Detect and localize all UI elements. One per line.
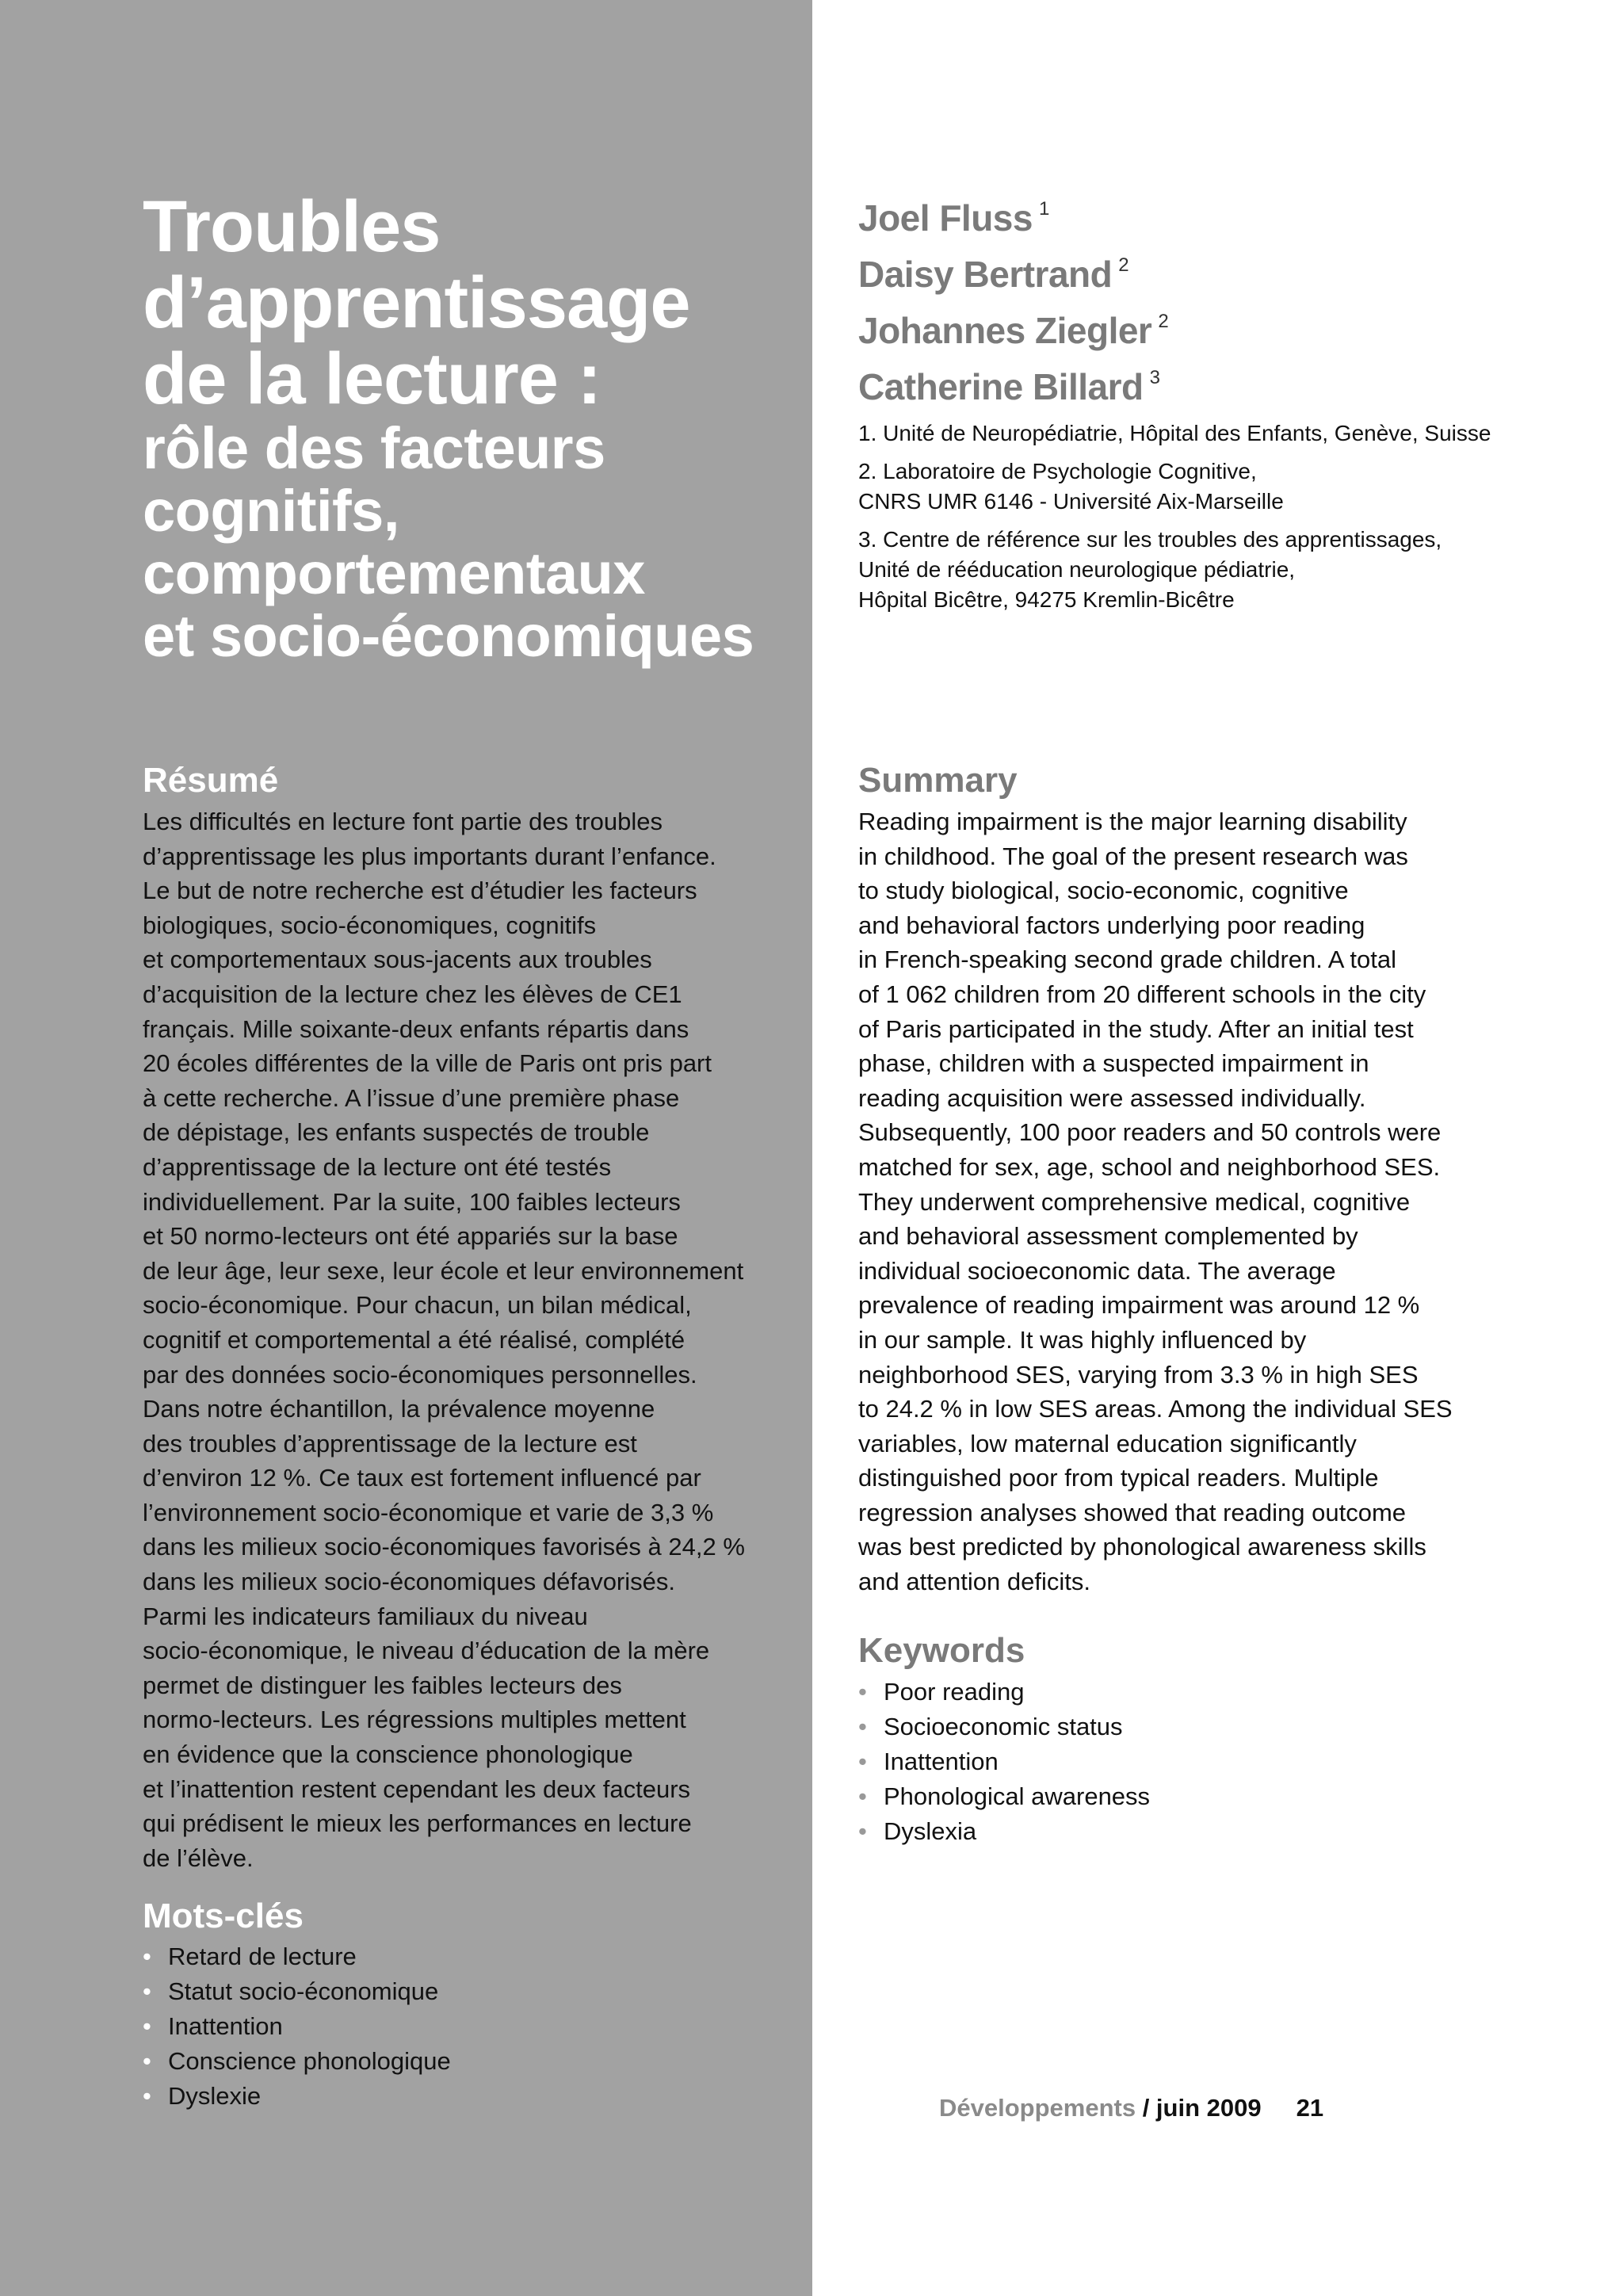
resume-line: individuellement. Par la suite, 100 faibles lecteurs: [143, 1187, 681, 1216]
summary-line: of 1 062 children from 20 different schools in the city: [858, 980, 1426, 1008]
summary-line: to 24.2 % in low SES areas. Among the individual SES: [858, 1395, 1453, 1423]
keyword-item: • Inattention: [858, 1744, 1150, 1779]
author-affiliation-number: 2: [1158, 311, 1169, 332]
summary-line: distinguished poor from typical readers. Multiple: [858, 1464, 1379, 1492]
resume-line: par des données socio-économiques personnelles.: [143, 1360, 697, 1389]
resume-line: normo-lecteurs. Les régressions multiples mettent: [143, 1706, 686, 1734]
affiliation-line: Hôpital Bicêtre, 94275 Kremlin-Bicêtre: [858, 587, 1235, 612]
affiliation: [858, 418, 1571, 449]
resume-line: Les difficultés en lecture font partie des troubles: [143, 808, 663, 835]
keyword-item: • Dyslexia: [858, 1814, 1150, 1849]
author-affiliation-number: 2: [1118, 254, 1129, 276]
resume-line: et 50 normo-lecteurs ont été appariés sur la base: [143, 1222, 678, 1251]
resume-line: dans les milieux socio-économiques défavorisés.: [143, 1568, 675, 1596]
resume-line: qui prédisent le mieux les performances en lecture: [143, 1809, 692, 1838]
resume-line: et l’inattention restent cependant les deux facteurs: [143, 1775, 691, 1803]
keyword-item: • Poor reading: [858, 1675, 1150, 1710]
author: [858, 185, 1571, 242]
resume-line: d’acquisition de la lecture chez les élèves de CE1: [143, 980, 682, 1008]
affiliation-line: 2. Laboratoire de Psychologie Cognitive,: [858, 459, 1257, 483]
resume-line: 20 écoles différentes de la ville de Paris ont pris part: [143, 1049, 712, 1078]
resume-line: d’apprentissage de la lecture ont été testés: [143, 1152, 612, 1181]
author-affiliation-number: 3: [1149, 367, 1160, 388]
resume-line: français. Mille soixante-deux enfants répartis dans: [143, 1014, 689, 1043]
summary-line: Subsequently, 100 poor readers and 50 controls were: [858, 1118, 1442, 1147]
summary-heading: Summary: [858, 761, 1018, 800]
resume-line: Le but de notre recherche est d’étudier les facteurs: [143, 877, 697, 905]
resume-line: Parmi les indicateurs familiaux du niveau: [143, 1602, 588, 1630]
keyword-item: • Statut socio-économique: [143, 1974, 451, 2009]
resume-line: Dans notre échantillon, la prévalence moyenne: [143, 1395, 655, 1423]
resume-line: d’environ 12 %. Ce taux est fortement influencé par: [143, 1464, 701, 1492]
summary-line: variables, low maternal education significantly: [858, 1429, 1357, 1457]
article-title: [143, 186, 800, 669]
resume-line: biologiques, socio-économiques, cognitifs: [143, 911, 597, 939]
keyword-item: • Inattention: [143, 2009, 451, 2044]
affiliation-line: 1. Unité de Neuropédiatrie, Hôpital des Enfants, Genève, Suisse: [858, 421, 1491, 445]
keyword-item: • Dyslexie: [143, 2079, 451, 2114]
summary-line: and attention deficits.: [858, 1568, 1090, 1596]
resume-line: de dépistage, les enfants suspectés de trouble: [143, 1118, 650, 1147]
page-number: 21: [1296, 2094, 1324, 2122]
affiliation: [858, 457, 1571, 517]
author-affiliation-number: 1: [1038, 198, 1049, 220]
author-name: Joel Fluss: [858, 197, 1033, 239]
resume-line: dans les milieux socio-économiques favorisés à 24,2 %: [143, 1533, 745, 1561]
subtitle-line: comportementaux: [143, 541, 645, 606]
resume-line: socio-économique. Pour chacun, un bilan médical,: [143, 1291, 692, 1320]
subtitle-line: et socio-économiques: [143, 603, 754, 669]
author-name: Daisy Bertrand: [858, 254, 1113, 295]
keyword-item: • Retard de lecture: [143, 1939, 451, 1974]
resume-line: l’environnement socio-économique et varie de 3,3 %: [143, 1498, 714, 1526]
summary-line: matched for sex, age, school and neighborhood SES.: [858, 1152, 1441, 1181]
keyword-item: • Phonological awareness: [858, 1779, 1150, 1814]
subtitle-line: cognitifs,: [143, 478, 399, 544]
author-list: [858, 185, 1571, 411]
author: [858, 242, 1571, 298]
summary-line: They underwent comprehensive medical, cognitive: [858, 1187, 1411, 1216]
affiliation-line: Unité de rééducation neurologique pédiatrie,: [858, 557, 1296, 582]
author: [858, 354, 1571, 411]
mots-cles-heading: Mots-clés: [143, 1897, 304, 1935]
summary-line: Reading impairment is the major learning disability: [858, 808, 1407, 835]
mots-cles-list: [143, 1939, 451, 2114]
resume-line: cognitif et comportemental a été réalisé, complété: [143, 1325, 685, 1354]
summary-line: prevalence of reading impairment was around 12 %: [858, 1291, 1420, 1320]
title-line: Troubles: [143, 186, 441, 267]
resume-line: de l’élève.: [143, 1843, 254, 1872]
summary-line: regression analyses showed that reading outcome: [858, 1498, 1407, 1526]
journal-name: Développements: [939, 2094, 1136, 2122]
resume-line: socio-économique, le niveau d’éducation de la mère: [143, 1637, 710, 1665]
summary-line: to study biological, socio-economic, cognitive: [858, 877, 1349, 905]
resume-heading: Résumé: [143, 761, 279, 800]
resume-line: permet de distinguer les faibles lecteurs des: [143, 1671, 622, 1699]
summary-line: reading acquisition were assessed individually.: [858, 1083, 1366, 1112]
resume-line: des troubles d’apprentissage de la lecture est: [143, 1429, 637, 1457]
summary-line: in childhood. The goal of the present research was: [858, 842, 1408, 870]
summary-line: and behavioral assessment complemented by: [858, 1222, 1358, 1251]
issue-date: / juin 2009: [1136, 2094, 1262, 2122]
keyword-item: • Conscience phonologique: [143, 2044, 451, 2079]
affiliation-line: CNRS UMR 6146 - Université Aix-Marseille: [858, 489, 1284, 514]
summary-line: was best predicted by phonological awareness skills: [858, 1533, 1426, 1561]
author: [858, 298, 1571, 354]
resume-line: à cette recherche. A l’issue d’une première phase: [143, 1083, 680, 1112]
page-footer: [939, 2094, 1323, 2122]
subtitle-line: rôle des facteurs: [143, 415, 605, 481]
author-name: Johannes Ziegler: [858, 310, 1152, 351]
summary-body: [858, 804, 1571, 1599]
title-line: de la lecture :: [143, 338, 601, 419]
summary-line: phase, children with a suspected impairment in: [858, 1049, 1369, 1078]
resume-line: en évidence que la conscience phonologique: [143, 1740, 633, 1769]
affiliation: [858, 525, 1571, 615]
title-line: d’apprentissage: [143, 262, 690, 343]
resume-body: [143, 804, 800, 1875]
summary-line: and behavioral factors underlying poor reading: [858, 911, 1365, 939]
resume-line: de leur âge, leur sexe, leur école et leur environnement: [143, 1256, 744, 1285]
summary-line: individual socioeconomic data. The average: [858, 1256, 1336, 1285]
author-name: Catherine Billard: [858, 366, 1144, 407]
affiliation-list: [858, 418, 1571, 623]
resume-line: d’apprentissage les plus importants durant l’enfance.: [143, 842, 716, 870]
summary-line: in French-speaking second grade children. A total: [858, 946, 1396, 974]
affiliation-line: 3. Centre de référence sur les troubles des apprentissages,: [858, 527, 1442, 552]
keyword-item: • Socioeconomic status: [858, 1710, 1150, 1744]
summary-line: neighborhood SES, varying from 3.3 % in high SES: [858, 1360, 1419, 1389]
keywords-list: [858, 1675, 1150, 1849]
summary-line: of Paris participated in the study. After an initial test: [858, 1014, 1414, 1043]
keywords-heading: Keywords: [858, 1631, 1025, 1670]
summary-line: in our sample. It was highly influenced by: [858, 1325, 1307, 1354]
resume-line: et comportementaux sous-jacents aux troubles: [143, 946, 652, 974]
